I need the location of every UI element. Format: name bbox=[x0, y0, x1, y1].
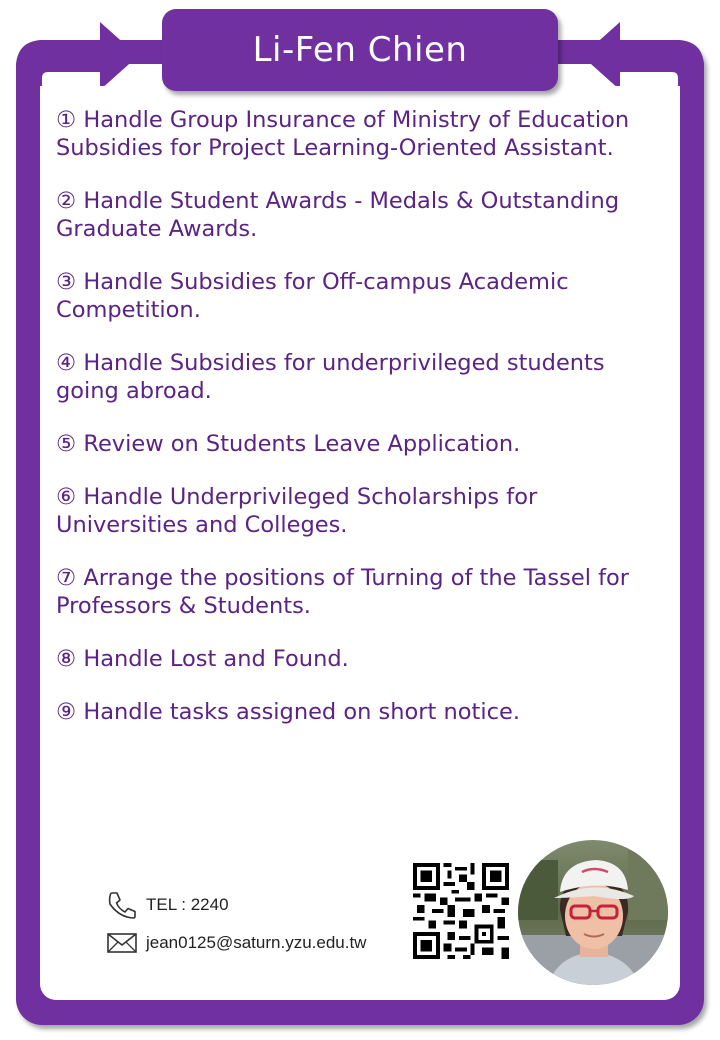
duty-item: ③ Handle Subsidies for Off-campus Academic Competition. bbox=[56, 269, 569, 323]
contact-info bbox=[106, 888, 406, 964]
duty-item: ① Handle Group Insurance of Ministry of Education Subsidies for Project Learning-Oriented Assistant. bbox=[56, 107, 630, 161]
email-row bbox=[106, 926, 406, 960]
mail-icon bbox=[106, 931, 138, 955]
duties-list bbox=[56, 106, 666, 751]
qr-code[interactable] bbox=[413, 863, 509, 959]
portrait-image bbox=[518, 840, 668, 985]
duty-item: ⑨ Handle tasks assigned on short notice. bbox=[56, 699, 520, 725]
duty-item: ② Handle Student Awards - Medals & Outstanding Graduate Awards. bbox=[56, 188, 620, 242]
duty-item: ⑤ Review on Students Leave Application. bbox=[56, 431, 521, 457]
duty-item: ⑥ Handle Underprivileged Scholarships for Universities and Colleges. bbox=[56, 484, 538, 538]
profile-photo bbox=[518, 840, 668, 985]
email-link[interactable]: jean0125@saturn.yzu.edu.tw bbox=[146, 933, 367, 952]
duty-item: ⑦ Arrange the positions of Turning of the Tassel for Professors & Students. bbox=[56, 565, 630, 619]
person-name: Li-Fen Chien bbox=[252, 30, 468, 70]
left-arrow-decoration bbox=[16, 16, 146, 86]
right-arrow-decoration bbox=[574, 16, 704, 86]
duty-item: ④ Handle Subsidies for underprivileged students going abroad. bbox=[56, 350, 605, 404]
name-banner bbox=[162, 9, 558, 91]
phone-row bbox=[106, 888, 406, 922]
phone-icon bbox=[106, 890, 138, 920]
duty-item: ⑧ Handle Lost and Found. bbox=[56, 646, 349, 672]
phone-text: TEL : 2240 bbox=[146, 895, 229, 914]
